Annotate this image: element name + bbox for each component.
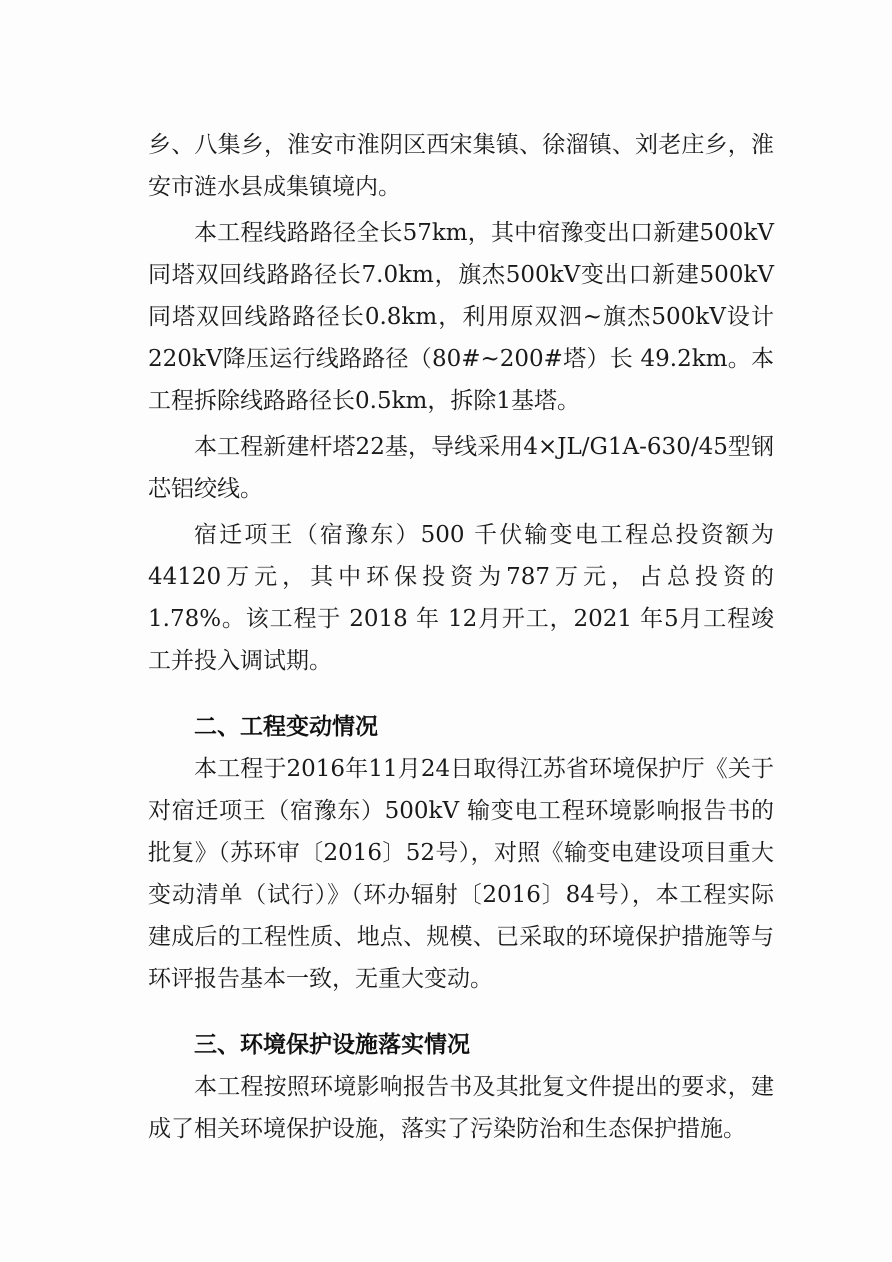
document-body [148,124,774,1154]
paragraph-investment: 宿迁项王（宿豫东）500 千伏输变电工程总投资额为44120万元，其中环保投资为787万元，占总投资的1.78%。该工程于 2018 年 12月开工，2021 年5月工程竣工并投入调试期。 [148,522,774,674]
paragraph-env-protection: 本工程按照环境影响报告书及其批复文件提出的要求，建成了相关环境保护设施，落实了污染防治和生态保护措施。 [148,1074,774,1142]
heading-project-changes: 二、工程变动情况 [194,714,378,740]
paragraph-line-length: 本工程线路路径全长57km，其中宿豫变出口新建500kV同塔双回线路路径长7.0km，旗杰500kV变出口新建500kV同塔双回线路路径长0.8km，利用原双泗~旗杰500kV设计220kV降压运行线路路径（80#~200#塔）长 49.2km。本工程拆除线路路径长0.5km，拆除1基塔。 [148,220,774,414]
paragraph-towers: 本工程新建杆塔22基，导线采用4×JL/G1A-630/45型钢芯铝绞线。 [148,434,774,502]
paragraph-project-changes: 本工程于2016年11月24日取得江苏省环境保护厅《关于对宿迁项王（宿豫东）500kV 输变电工程环境影响报告书的批复》（苏环审〔2016〕52号），对照《输变电建设项目重大变动清单（试行）》（环办辐射〔2016〕84号），本工程实际建成后的工程性质、地点、规模、已采取的环境保护措施等与环评报告基本一致，无重大变动。 [148,756,774,992]
paragraph-location-continued: 乡、八集乡，淮安市淮阴区西宋集镇、徐溜镇、刘老庄乡，淮安市涟水县成集镇境内。 [148,132,774,200]
heading-env-protection: 三、环境保护设施落实情况 [194,1032,470,1058]
